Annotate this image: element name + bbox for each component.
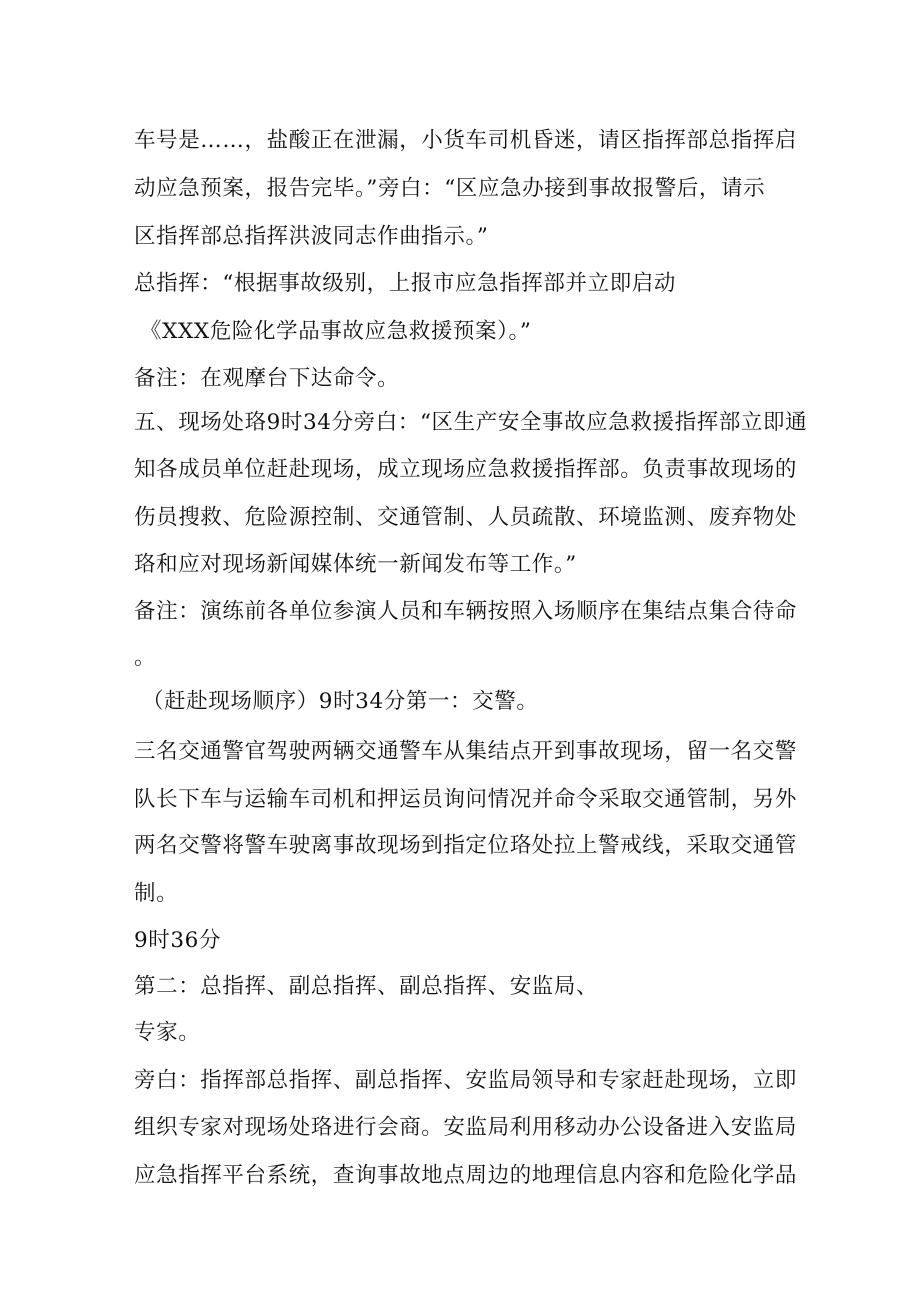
- text-line: 两名交警将警车驶离事故现场到指定位珞处拉上警戒线，采取交通管: [134, 833, 798, 858]
- text-line: 《XXX危险化学品事故应急救援预案）。”: [140, 319, 532, 344]
- text-line: 制。: [134, 881, 179, 906]
- text-line: 。: [134, 645, 157, 670]
- text-line: 总指挥：“根据事故级别，上报市应急指挥部并立即启动: [134, 271, 676, 296]
- text-line: 车号是……，盐酸正在泄漏，小货车司机昏迷，请区指挥部总指挥启: [134, 128, 798, 153]
- text-line: 专家。: [134, 1020, 201, 1045]
- text-line: 应急指挥平台系统，查询事故地点周边的地理信息内容和危险化学品: [134, 1163, 798, 1188]
- text-line: 队长下车与运输车司机和押运员询问情况并命令采取交通管制，另外: [134, 787, 798, 812]
- text-line: 区指挥部总指挥洪波同志作曲指示。”: [134, 224, 489, 249]
- text-line: 9时36分: [134, 928, 222, 953]
- text-line: 备注：在观摩台下达命令。: [134, 366, 400, 391]
- text-line: 动应急预案，报告完毕。”旁白：“区应急办接到事故报警后，请示: [134, 176, 766, 201]
- text-line: 旁白：指挥部总指挥、副总指挥、安监局领导和专家赶赴现场，立即: [134, 1068, 798, 1093]
- text-line: 五、现场处珞9时34分旁白：“区生产安全事故应急救援指挥部立即通: [134, 410, 808, 435]
- text-line: 知各成员单位赶赴现场，成立现场应急救援指挥部。负责事故现场的: [134, 457, 798, 482]
- text-line: 珞和应对现场新闻媒体统一新闻发布等工作。”: [134, 552, 577, 577]
- text-line: 备注：演练前各单位参演人员和车辆按照入场顺序在集结点集合待命: [134, 599, 798, 624]
- text-line: 三名交通警官驾驶两辆交通警车从集结点开到事故现场，留一名交警: [134, 739, 798, 764]
- text-line: （赶赴现场顺序）9时34分第一：交警。: [142, 689, 539, 714]
- text-line: 伤员搜救、危险源控制、交通管制、人员疏散、环境监测、废弃物处: [134, 505, 798, 530]
- text-line: 组织专家对现场处珞进行会商。安监局利用移动办公设备进入安监局: [134, 1115, 798, 1140]
- text-line: 第二：总指挥、副总指挥、副总指挥、安监局、: [134, 974, 599, 999]
